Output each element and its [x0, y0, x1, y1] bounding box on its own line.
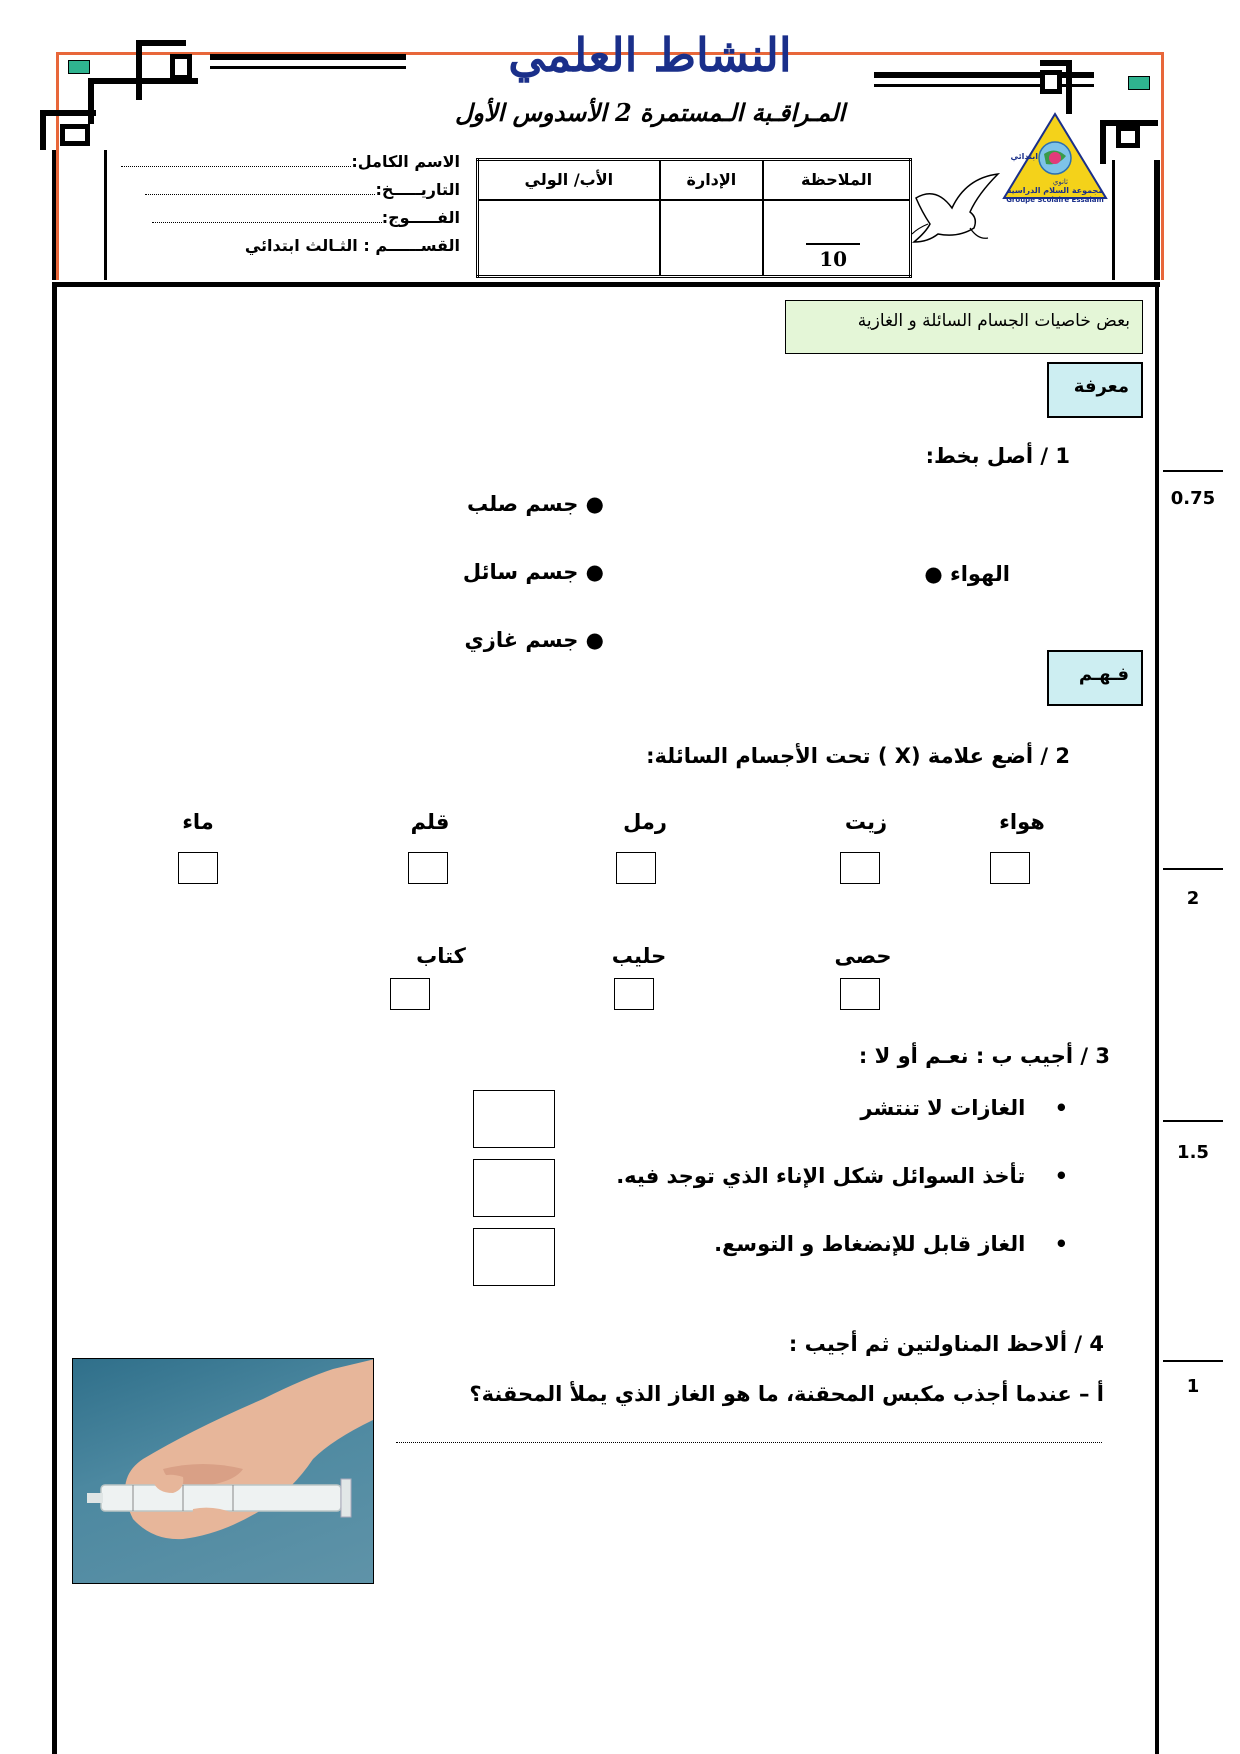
frame-bar — [1154, 160, 1160, 280]
frame-bar — [1066, 60, 1072, 114]
date-field[interactable] — [145, 183, 375, 195]
mark-q4: 1 — [1186, 1376, 1200, 1397]
frame-bar — [210, 54, 406, 60]
parent-signature-cell[interactable] — [478, 200, 660, 277]
q1-right-item[interactable]: الهواء ● — [924, 562, 1010, 586]
frame-bar — [88, 78, 198, 84]
mark-line — [1163, 1360, 1223, 1362]
q2-title — [646, 744, 1070, 768]
col-note-header: الملاحظة — [763, 160, 910, 200]
logo-text-arabic: مجموعة السلام الدراسية — [1006, 186, 1104, 195]
syringe-hand-icon — [73, 1359, 374, 1584]
frame-teal-square — [1128, 76, 1150, 90]
q3-statement: • الغاز قابل للإنضغاط و التوسع. — [714, 1232, 1068, 1256]
date-line[interactable] — [141, 180, 460, 199]
q4-part-a: أ – عندما أجذب مكبس المحقنة، ما هو الغاز الذي يملأ المحقنة؟ — [469, 1382, 1104, 1406]
q1-left-item[interactable]: ● جسم صلب — [466, 492, 604, 516]
mark-line — [1163, 868, 1223, 870]
admin-signature-cell[interactable] — [660, 200, 763, 277]
q1-left-item[interactable]: ● جسم سائل — [462, 560, 604, 584]
q3-statement: • الغازات لا تنتشر — [860, 1096, 1068, 1120]
q3-statement: • تأخذ السوائل شكل الإناء الذي توجد فيه. — [616, 1164, 1068, 1188]
dove-image — [908, 168, 1004, 250]
q4-number: 4 — [1089, 1332, 1104, 1356]
date-label: التاريـــــخ: — [375, 180, 460, 199]
frame-teal-square — [68, 60, 90, 74]
section-value: الثـالث ابتدائي — [244, 236, 358, 255]
q3-answer-box[interactable] — [473, 1090, 555, 1148]
q2-word: حليب — [611, 944, 667, 968]
logo-small-label: ثانوي — [1052, 178, 1068, 186]
q2-word: زيت — [844, 810, 888, 834]
frame-bar — [1040, 70, 1062, 94]
q2-word: ماء — [182, 810, 214, 834]
q3-answer-box[interactable] — [473, 1228, 555, 1286]
page-title: النشاط العلمي — [508, 28, 792, 82]
score-cell[interactable] — [763, 200, 910, 277]
name-label: الاسم الكامل: — [351, 152, 460, 171]
group-line[interactable] — [148, 208, 460, 227]
page-subtitle: المـراقـبة الـمستمرة 2 الأسدوس الأول — [454, 98, 846, 127]
level-understanding: فـهـم — [1047, 650, 1143, 706]
body-top-border — [52, 282, 1160, 287]
mark-line — [1163, 470, 1223, 472]
frame-bar — [136, 40, 142, 100]
name-field[interactable] — [121, 155, 351, 167]
q2-checkbox[interactable] — [990, 852, 1030, 884]
q3-title — [859, 1044, 1110, 1068]
q2-checkbox[interactable] — [840, 978, 880, 1010]
score-line — [806, 243, 860, 245]
q2-checkbox[interactable] — [178, 852, 218, 884]
body-right-border — [1155, 282, 1159, 1754]
q2-checkbox[interactable] — [614, 978, 654, 1010]
q4-answer-line[interactable] — [396, 1442, 1102, 1443]
logo-side-label: ابتدائي — [1010, 152, 1038, 161]
mark-q2: 2 — [1186, 888, 1200, 909]
q1-left-item[interactable]: ● جسم غازي — [464, 628, 604, 652]
q3-answer-box[interactable] — [473, 1159, 555, 1217]
frame-bar — [104, 150, 107, 280]
mark-q1: 0.75 — [1170, 488, 1216, 509]
mark-q3: 1.5 — [1177, 1142, 1209, 1163]
logo-text-latin: Groupe Scolaire Essalam — [1006, 196, 1104, 204]
q3-number: 3 — [1095, 1044, 1110, 1068]
q4-text: / ألاحظ المناولتين ثم أجيب : — [788, 1332, 1083, 1356]
col-admin-header: الإدارة — [660, 160, 763, 200]
q2-checkbox[interactable] — [408, 852, 448, 884]
q2-checkbox[interactable] — [616, 852, 656, 884]
frame-bar — [1116, 126, 1140, 148]
mark-line — [1163, 1120, 1223, 1122]
frame-bar — [60, 124, 90, 146]
grade-table — [476, 158, 912, 278]
q2-checkbox[interactable] — [840, 852, 880, 884]
q4-title — [789, 1332, 1104, 1356]
frame-bar — [136, 40, 186, 46]
q2-word: حصى — [834, 944, 892, 968]
q2-text: / أضع علامة (X ) تحت الأجسام السائلة: — [646, 744, 1049, 768]
q2-word: هواء — [999, 810, 1045, 834]
level-knowledge: معرفة — [1047, 362, 1143, 418]
frame-bar — [210, 66, 406, 69]
frame-bar — [1040, 60, 1072, 66]
q2-number: 2 — [1055, 744, 1070, 768]
section-label: القســــــم : — [363, 236, 460, 255]
name-line[interactable] — [117, 152, 460, 171]
syringe-photo — [72, 1358, 374, 1584]
q2-word: كتاب — [416, 944, 466, 968]
frame-bar — [1112, 160, 1115, 280]
group-field[interactable] — [152, 211, 382, 223]
q1-title — [926, 444, 1070, 468]
q3-text: / أجيب ب : نعـم أو لا : — [858, 1044, 1089, 1068]
dove-icon — [908, 168, 1004, 250]
frame-bar — [170, 54, 192, 80]
frame-bar — [88, 84, 94, 124]
q2-word: قلم — [410, 810, 450, 834]
lesson-topic: بعض خاصيات الجسام السائلة و الغازية — [785, 300, 1143, 354]
q1-text: / أصل بخط: — [925, 444, 1049, 468]
group-label: الفـــــوج: — [381, 208, 460, 227]
frame-bar — [40, 110, 46, 150]
q2-word: رمل — [623, 810, 667, 834]
q2-checkbox[interactable] — [390, 978, 430, 1010]
score-total: 10 — [819, 246, 848, 271]
body-left-border — [52, 282, 57, 1754]
q1-number: 1 — [1055, 444, 1070, 468]
col-parent-header: الأب/ الولي — [478, 160, 660, 200]
frame-bar — [52, 150, 56, 280]
section-line — [245, 236, 460, 255]
